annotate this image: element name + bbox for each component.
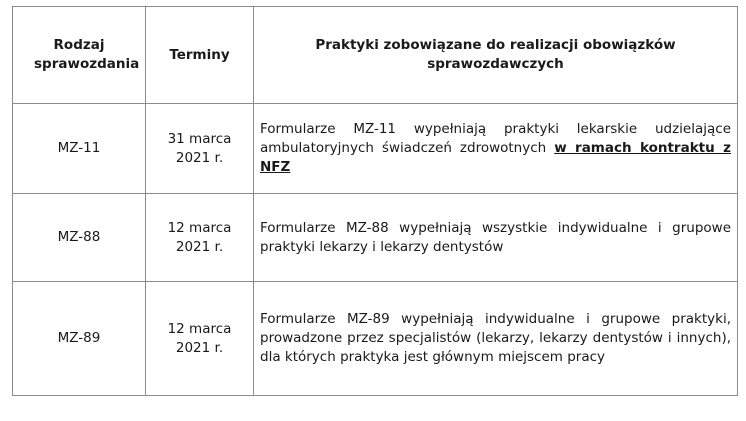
deadline-cell <box>146 194 254 282</box>
table-header-row <box>13 7 738 104</box>
header-report-type <box>13 7 146 104</box>
table-row <box>13 104 738 194</box>
report-type-label: MZ-89 <box>57 330 101 346</box>
header-deadlines-label: Terminy <box>169 46 230 63</box>
deadline-date: 12 marca <box>167 320 232 337</box>
deadline-cell <box>146 282 254 396</box>
deadline-date: 31 marca <box>167 130 232 147</box>
report-type-cell <box>13 282 146 396</box>
table-row <box>13 282 738 396</box>
description-cell <box>254 104 738 194</box>
report-type-label: MZ-88 <box>57 229 101 245</box>
deadline-date: 12 marca <box>167 219 232 236</box>
description-text: Formularze MZ-89 wypełniają indywidualne i grupowe praktyki, prowadzone przez specjalistów (lekarzy, lekarzy dentystów i innych), dla których praktyka jest głównym miejscem pracy <box>260 311 731 365</box>
header-report-type-label: Rodzaj sprawozdania <box>34 37 140 72</box>
report-type-cell <box>13 104 146 194</box>
description-text: Formularze MZ-11 wypełniają praktyki lekarskie udzielające ambulatoryjnych świadczeń zdrowotnych <box>260 121 731 156</box>
header-deadlines <box>146 7 254 104</box>
report-type-cell <box>13 194 146 282</box>
header-practices-label: Praktyki zobowiązane do realizacji obowiązków sprawozdawczych <box>315 37 676 72</box>
deadline-year: 2021 r. <box>175 149 224 166</box>
reporting-obligations-table <box>12 6 738 396</box>
description-cell <box>254 194 738 282</box>
description-text: Formularze MZ-88 wypełniają wszystkie indywidualne i grupowe praktyki lekarzy i lekarzy dentystów <box>260 219 731 255</box>
description-emphasis: w ramach kontraktu z NFZ <box>260 140 731 175</box>
table-row <box>13 194 738 282</box>
report-type-label: MZ-11 <box>57 140 101 156</box>
deadline-cell <box>146 104 254 194</box>
description-cell <box>254 282 738 396</box>
deadline-year: 2021 r. <box>175 238 224 255</box>
header-practices <box>254 7 738 104</box>
deadline-year: 2021 r. <box>175 339 224 356</box>
